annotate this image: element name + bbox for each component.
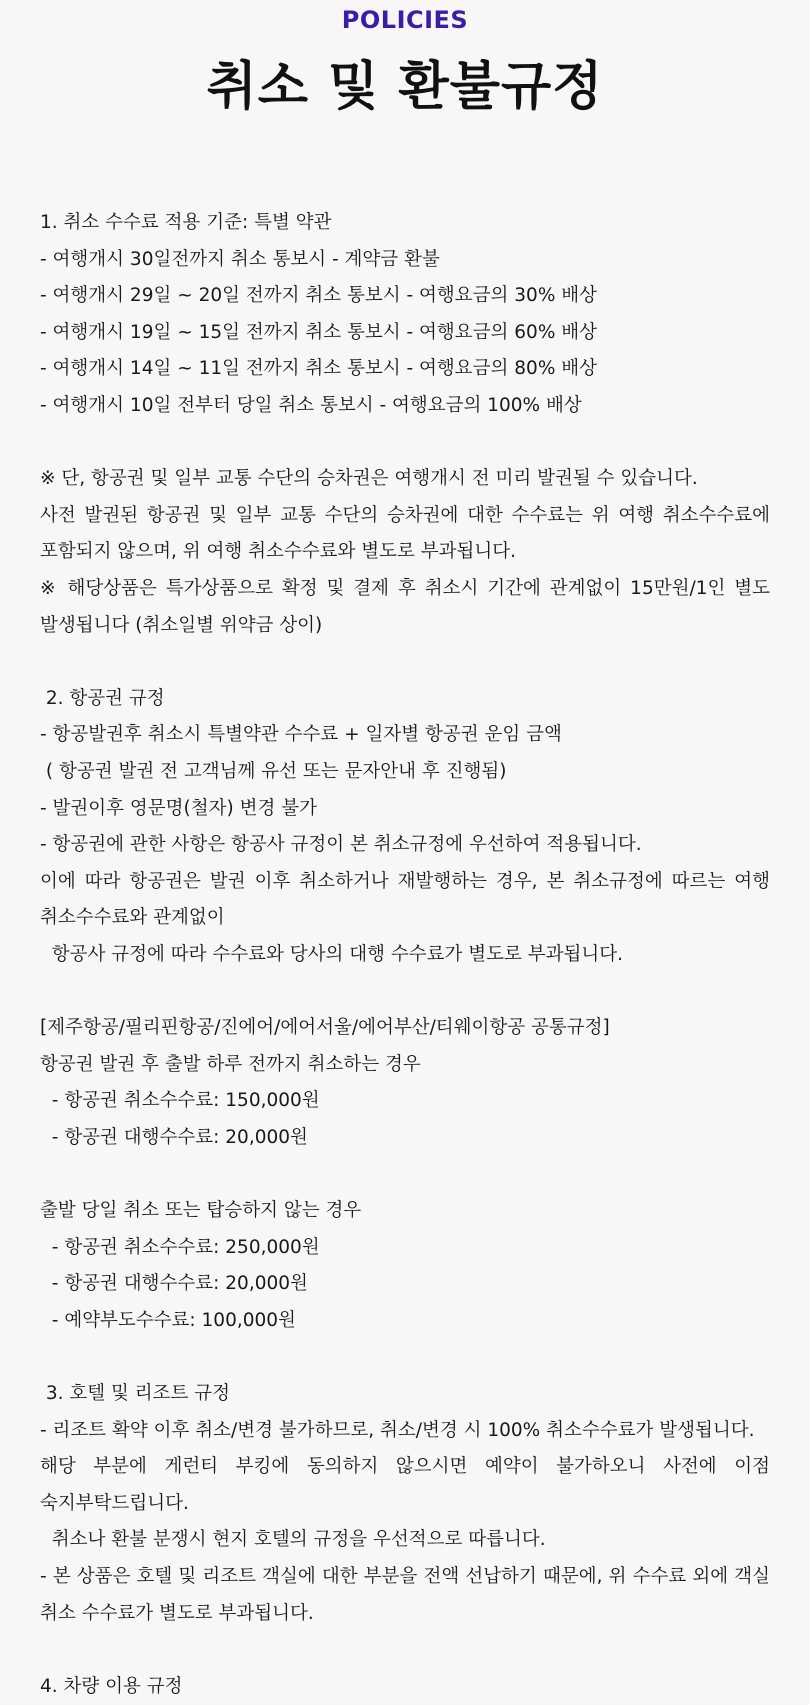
- policy-line: 항공권 발권 후 출발 하루 전까지 취소하는 경우: [40, 1053, 421, 1075]
- policy-line: ※ 단, 항공권 및 일부 교통 수단의 승차권은 여행개시 전 미리 발권될 수 있습니다.: [40, 468, 698, 490]
- policy-line: ( 항공권 발권 전 고객님께 유선 또는 문자안내 후 진행됨): [40, 760, 507, 782]
- section-eyebrow: POLICIES: [341, 6, 469, 34]
- blank-line: [40, 425, 770, 462]
- policy-line: - 여행개시 14일 ~ 11일 전까지 취소 통보시 - 여행요금의 80% 배상: [40, 358, 598, 380]
- policy-line: ※ 해당상품은 특가상품으로 확정 및 결제 후 취소시 기간에 관계없이 15만원/1인 별도: [40, 577, 770, 599]
- policy-line: - 발권이후 영문명(철자) 변경 불가: [40, 797, 317, 819]
- policy-line: 포함되지 않으며, 위 여행 취소수수료와 별도로 부과됩니다.: [40, 541, 516, 563]
- policy-line: 항공사 규정에 따라 수수료와 당사의 대행 수수료가 별도로 부과됩니다.: [40, 943, 623, 965]
- policy-line: 출발 당일 취소 또는 탑승하지 않는 경우: [40, 1200, 362, 1222]
- policy-line: - 예약부도수수료: 100,000원: [40, 1309, 296, 1331]
- policy-line: 해당 부분에 게런티 부킹에 동의하지 않으시면 예약이 불가하오니 사전에 이점: [40, 1456, 770, 1478]
- policy-line: 4. 차량 이용 규정: [40, 1675, 183, 1697]
- policy-line: - 여행개시 30일전까지 취소 통보시 - 계약금 환불: [40, 248, 440, 270]
- policy-line: 2. 항공권 규정: [40, 687, 165, 709]
- policy-body: [40, 205, 770, 1705]
- policy-line: - 항공발권후 취소시 특별약관 수수료 + 일자별 항공권 운임 금액: [40, 724, 562, 746]
- policy-line: 숙지부탁드립니다.: [40, 1492, 189, 1514]
- policy-line: 취소수수료와 관계없이: [40, 907, 225, 929]
- policy-line: 3. 호텔 및 리조트 규정: [40, 1383, 231, 1404]
- policy-line: - 항공권 취소수수료: 250,000원: [40, 1236, 320, 1258]
- policy-line: 사전 발권된 항공권 및 일부 교통 수단의 승차권에 대한 수수료는 위 여행 취소수수료에: [40, 504, 770, 526]
- policy-line: - 본 상품은 호텔 및 리조트 객실에 대한 부분을 전액 선납하기 때문에, 위 수수료 외에 객실: [40, 1565, 770, 1587]
- policy-line: 발생됩니다 (취소일별 위약금 상이): [40, 614, 323, 636]
- policy-line: [제주항공/필리핀항공/진에어/에어서울/에어부산/티웨이항공 공통규정]: [40, 1017, 610, 1039]
- policy-line: - 여행개시 19일 ~ 15일 전까지 취소 통보시 - 여행요금의 60% 배상: [40, 321, 598, 343]
- policy-line: - 항공권에 관한 사항은 항공사 규정이 본 취소규정에 우선하여 적용됩니다.: [40, 834, 642, 856]
- policy-line: - 여행개시 29일 ~ 20일 전까지 취소 통보시 - 여행요금의 30% 배상: [40, 285, 598, 307]
- blank-line: [40, 644, 770, 681]
- blank-line: [40, 1632, 770, 1669]
- policy-line: 취소 수수료가 별도로 부과됩니다.: [40, 1602, 314, 1624]
- blank-line: [40, 973, 770, 1010]
- policy-line: 이에 따라 항공권은 발권 이후 취소하거나 재발행하는 경우, 본 취소규정에 따르는 여행: [40, 870, 770, 892]
- policy-line: 1. 취소 수수료 적용 기준: 특별 약관: [40, 212, 332, 233]
- blank-line: [40, 1156, 770, 1193]
- policy-line: - 항공권 대행수수료: 20,000원: [40, 1273, 308, 1295]
- policy-line: - 항공권 대행수수료: 20,000원: [40, 1126, 308, 1148]
- page-title: 취소 및 환불규정: [206, 57, 604, 117]
- policy-line: - 리조트 확약 이후 취소/변경 불가하므로, 취소/변경 시 100% 취소수수료가 발생됩니다.: [40, 1419, 755, 1441]
- policy-line: 취소나 환불 분쟁시 현지 호텔의 규정을 우선적으로 따릅니다.: [40, 1529, 546, 1551]
- policy-line: - 항공권 취소수수료: 150,000원: [40, 1090, 320, 1112]
- policy-line: - 여행개시 10일 전부터 당일 취소 통보시 - 여행요금의 100% 배상: [40, 394, 582, 416]
- blank-line: [40, 1339, 770, 1376]
